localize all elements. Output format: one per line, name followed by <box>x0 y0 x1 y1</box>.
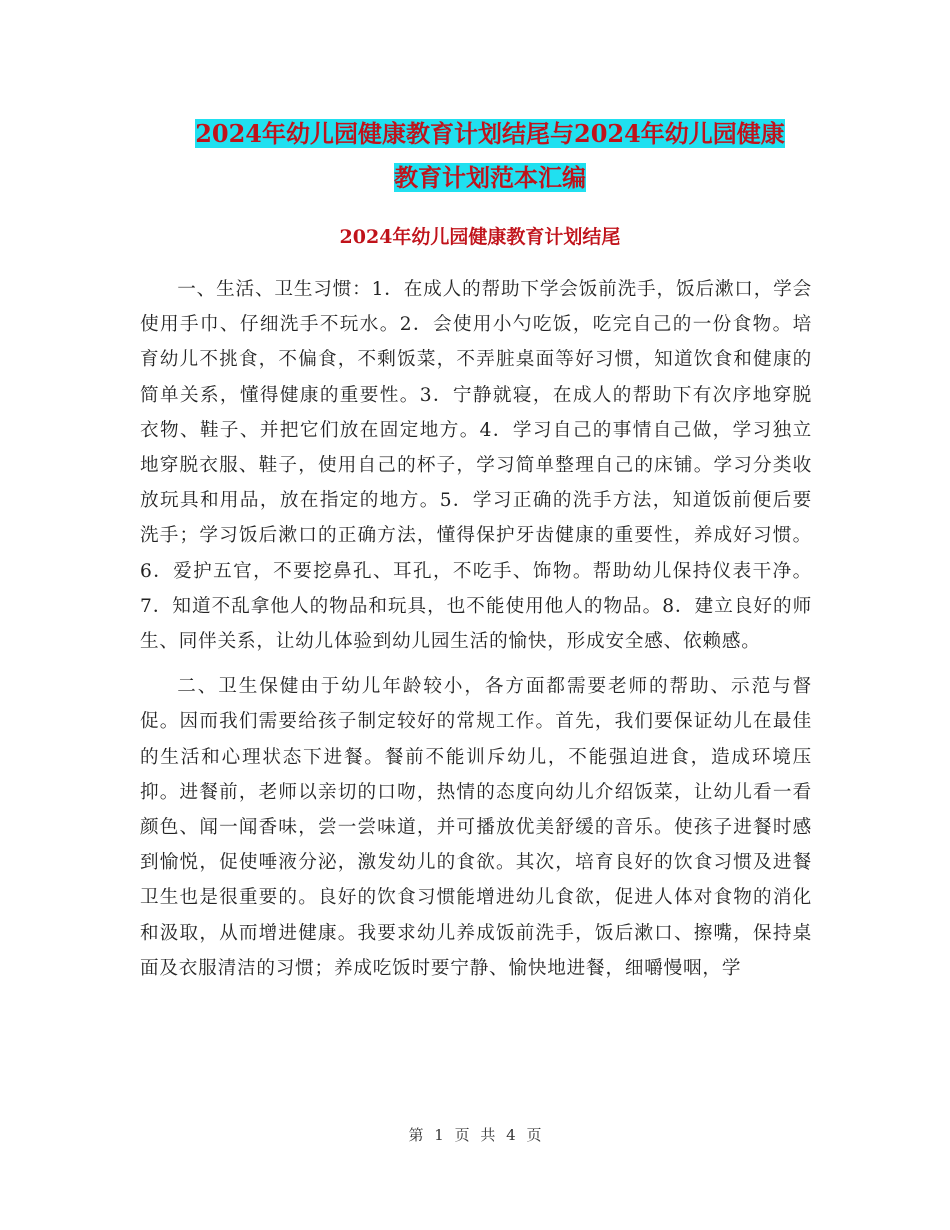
section-title: 2024年幼儿园健康教育计划结尾 <box>339 226 621 248</box>
body-paragraph-2: 二、卫生保健由于幼儿年龄较小，各方面都需要老师的帮助、示范与督促。因而我们需要给孩子制定较好的常规工作。首先，我们要保证幼儿在最佳的生活和心理状态下进餐。餐前不能训斥幼儿，不能强迫进食，造成环境压抑。进餐前，老师以亲切的口吻，热情的态度向幼儿介绍饭菜，让幼儿看一看颜色、闻一闻香味，尝一尝味道，并可播放优美舒缓的音乐。使孩子进餐时感到愉悦，促使唾液分泌，激发幼儿的食欲。其次，培育良好的饮食习惯及进餐卫生也是很重要的。良好的饮食习惯能增进幼儿食欲，促进人体对食物的消化和汲取，从而增进健康。我要求幼儿养成饭前洗手，饭后漱口、擦嘴，保持桌面及衣服清洁的习惯；养成吃饭时要宁静、愉快地进餐，细嚼慢咽，学 <box>140 676 812 979</box>
page-footer: 第 1 页 共 4 页 <box>408 1126 542 1144</box>
document-title <box>140 112 840 200</box>
document-title-line1: 2024年幼儿园健康教育计划结尾与2024年幼儿园健康 <box>195 119 785 148</box>
document-body <box>140 272 812 996</box>
document-title-line2: 教育计划范本汇编 <box>394 163 586 192</box>
body-paragraph-1: 一、生活、卫生习惯：1．在成人的帮助下学会饭前洗手，饭后漱口，学会使用手巾、仔细洗手不玩水。2．会使用小勺吃饭，吃完自己的一份食物。培育幼儿不挑食，不偏食，不剩饭菜，不弄脏桌面等好习惯，知道饮食和健康的简单关系，懂得健康的重要性。3．宁静就寝，在成人的帮助下有次序地穿脱衣物、鞋子、并把它们放在固定地方。4．学习自己的事情自己做，学习独立地穿脱衣服、鞋子，使用自己的杯子，学习简单整理自己的床铺。学习分类收放玩具和用品，放在指定的地方。5．学习正确的洗手方法，知道饭前便后要洗手；学习饭后漱口的正确方法，懂得保护牙齿健康的重要性，养成好习惯。6．爱护五官，不要挖鼻孔、耳孔，不吃手、饰物。帮助幼儿保持仪表干净。7．知道不乱拿他人的物品和玩具，也不能使用他人的物品。8．建立良好的师生、同伴关系，让幼儿体验到幼儿园生活的愉快，形成安全感、依赖感。 <box>140 279 812 653</box>
